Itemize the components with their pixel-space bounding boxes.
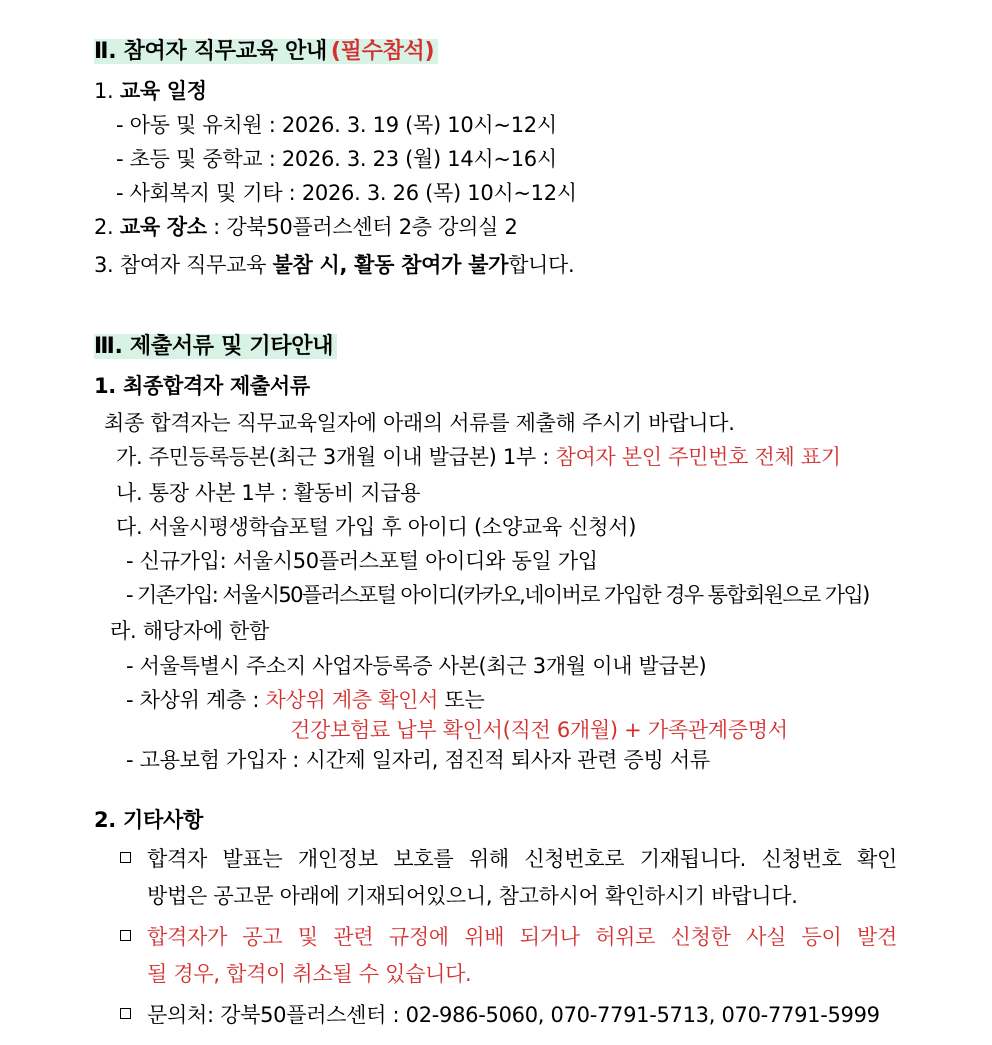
section-3-heading	[94, 333, 337, 361]
final-documents-heading: 1. 최종합격자 제출서류	[94, 374, 310, 398]
section-2-required-note: (필수참석)	[331, 39, 438, 64]
item-number: 2.	[94, 215, 114, 239]
document-subitem: - 기존가입: 서울시50플러스포털 아이디(카카오,네이버로 가입한 경우 통합회원으로 가입)	[126, 583, 869, 607]
document-subitem-continuation: 건강보험료 납부 확인서(직전 6개월) + 가족관계증명서	[290, 718, 788, 742]
notice-emphasis: 불참 시, 활동 참여가 불가	[272, 253, 509, 277]
document-text: 가. 주민등록등본(최근 3개월 이내 발급본) 1부 :	[116, 445, 556, 469]
document-item-da: 다. 서울시평생학습포털 가입 후 아이디 (소양교육 신청서)	[116, 515, 637, 539]
document-item-na: 나. 통장 사본 1부 : 활동비 지급용	[116, 481, 421, 505]
checkbox-bullet-icon	[120, 930, 131, 941]
schedule-item: - 아동 및 유치원 : 2026. 3. 19 (목) 10시~12시	[116, 113, 557, 137]
document-emphasis: 차상위 계층 확인서	[265, 688, 439, 712]
document-subitem	[126, 686, 484, 714]
section-2-heading	[94, 38, 438, 66]
schedule-item: - 초등 및 중학교 : 2026. 3. 23 (월) 14시~16시	[116, 147, 557, 171]
document-item-ga	[116, 443, 841, 471]
note-item	[120, 845, 147, 873]
document-text: - 차상위 계층 :	[126, 688, 266, 712]
item-value: : 강북50플러스센터 2층 강의실 2	[206, 215, 518, 239]
document-subitem: - 서울특별시 주소지 사업자등록증 사본(최근 3개월 이내 발급본)	[126, 654, 707, 678]
notice-text: 합니다.	[508, 253, 575, 277]
document-subitem: - 고용보험 가입자 : 시간제 일자리, 점진적 퇴사자 관련 증빙 서류	[126, 748, 710, 772]
note-line: 방법은 공고문 아래에 기재되어있으니, 참고하시어 확인하시기 바랍니다.	[147, 884, 798, 908]
note-line: 합격자 발표는 개인정보 보호를 위해 신청번호로 기재됩니다. 신청번호 확인	[147, 847, 897, 871]
checkbox-bullet-icon	[120, 852, 131, 863]
other-notes-heading: 2. 기타사항	[94, 808, 203, 832]
contact-info: 문의처: 강북50플러스센터 : 02-986-5060, 070-7791-5713, 070-7791-5999	[147, 1003, 880, 1027]
document-text: 또는	[438, 688, 485, 712]
item-number: 1.	[94, 79, 114, 103]
schedule-item: - 사회복지 및 기타 : 2026. 3. 26 (목) 10시~12시	[116, 181, 577, 205]
section-3-title: Ⅲ. 제출서류 및 기타안내	[94, 334, 337, 359]
item-label: 교육 일정	[119, 79, 207, 103]
checkbox-bullet-icon	[120, 1008, 131, 1019]
section-2-title: Ⅱ. 참여자 직무교육 안내	[94, 39, 331, 64]
document-subitem: - 신규가입: 서울시50플러스포털 아이디와 동일 가입	[126, 549, 598, 573]
documents-intro: 최종 합격자는 직무교육일자에 아래의 서류를 제출해 주시기 바랍니다.	[104, 411, 735, 435]
education-location	[94, 213, 518, 241]
attendance-notice	[94, 251, 574, 279]
note-line: 될 경우, 합격이 취소될 수 있습니다.	[147, 962, 472, 986]
note-item	[120, 923, 147, 951]
note-line: 합격자가 공고 및 관련 규정에 위배 되거나 허위로 신청한 사실 등이 발견	[147, 925, 897, 949]
notice-text: 3. 참여자 직무교육	[94, 253, 273, 277]
education-schedule-heading	[94, 77, 207, 105]
document-item-ra: 라. 해당자에 한함	[110, 619, 270, 643]
item-label: 교육 장소	[119, 215, 207, 239]
contact-item	[120, 1001, 880, 1029]
document-emphasis: 참여자 본인 주민번호 전체 표기	[555, 445, 841, 469]
